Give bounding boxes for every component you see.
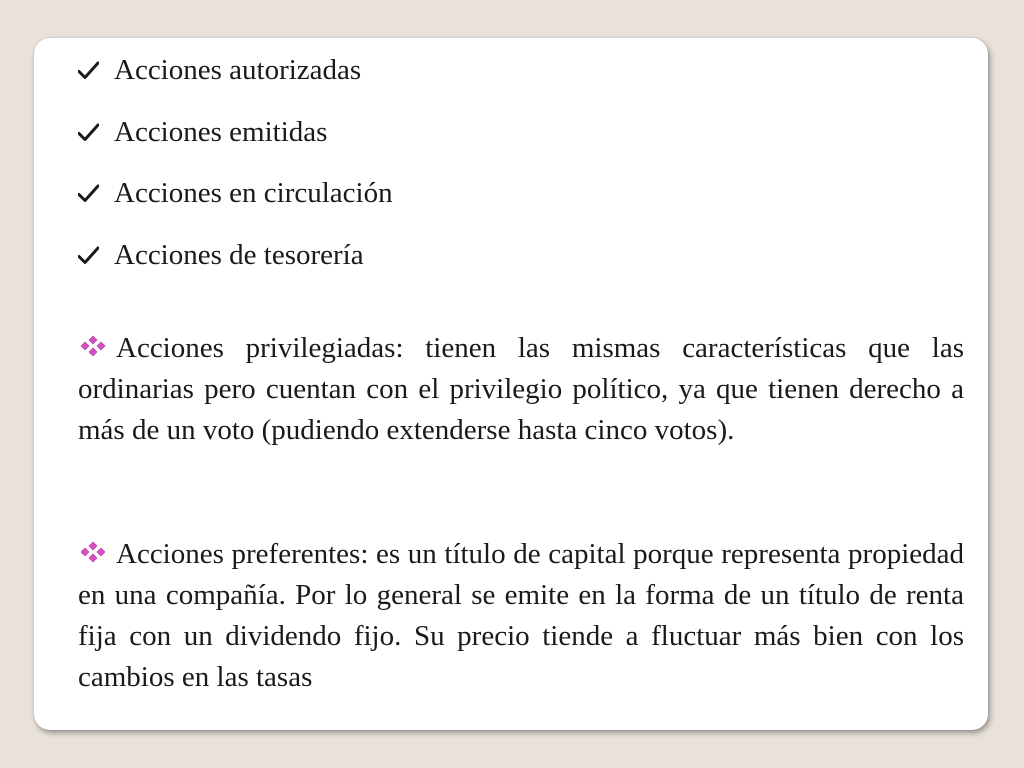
checklist-item-label: Acciones autorizadas bbox=[114, 54, 362, 86]
checklist-item bbox=[78, 110, 393, 172]
checklist-item bbox=[78, 48, 393, 110]
checklist-item-label: Acciones en circulación bbox=[114, 177, 393, 209]
checkmark-icon bbox=[78, 233, 114, 277]
checklist bbox=[78, 48, 393, 294]
paragraph-acciones-preferentes bbox=[78, 534, 964, 698]
diamond-bullet-icon bbox=[78, 328, 108, 350]
checklist-item-label: Acciones emitidas bbox=[114, 115, 328, 148]
checkmark-icon bbox=[78, 48, 114, 92]
checklist-item bbox=[78, 233, 393, 295]
paragraph-text: Acciones privilegiadas: tienen las mismas características que las ordinarias pero cuentan con el privilegio político, ya que tienen derecho a más de un voto (pudiendo extenderse hasta cinco votos). bbox=[78, 332, 964, 446]
paragraph-text: Acciones preferentes: es un título de capital porque representa propiedad en una compañía. Por lo general se emite en la forma de un título de renta fija con un dividendo fijo. Su precio tiende a fluctuar más bien con los cambios en las tasas bbox=[78, 538, 964, 693]
checkmark-icon bbox=[78, 110, 114, 154]
checklist-item bbox=[78, 171, 393, 233]
checklist-item-label: Acciones de tesorería bbox=[114, 238, 364, 271]
paragraph-acciones-privilegiadas bbox=[78, 328, 964, 451]
checkmark-icon bbox=[78, 171, 114, 215]
diamond-bullet-icon bbox=[78, 534, 108, 556]
